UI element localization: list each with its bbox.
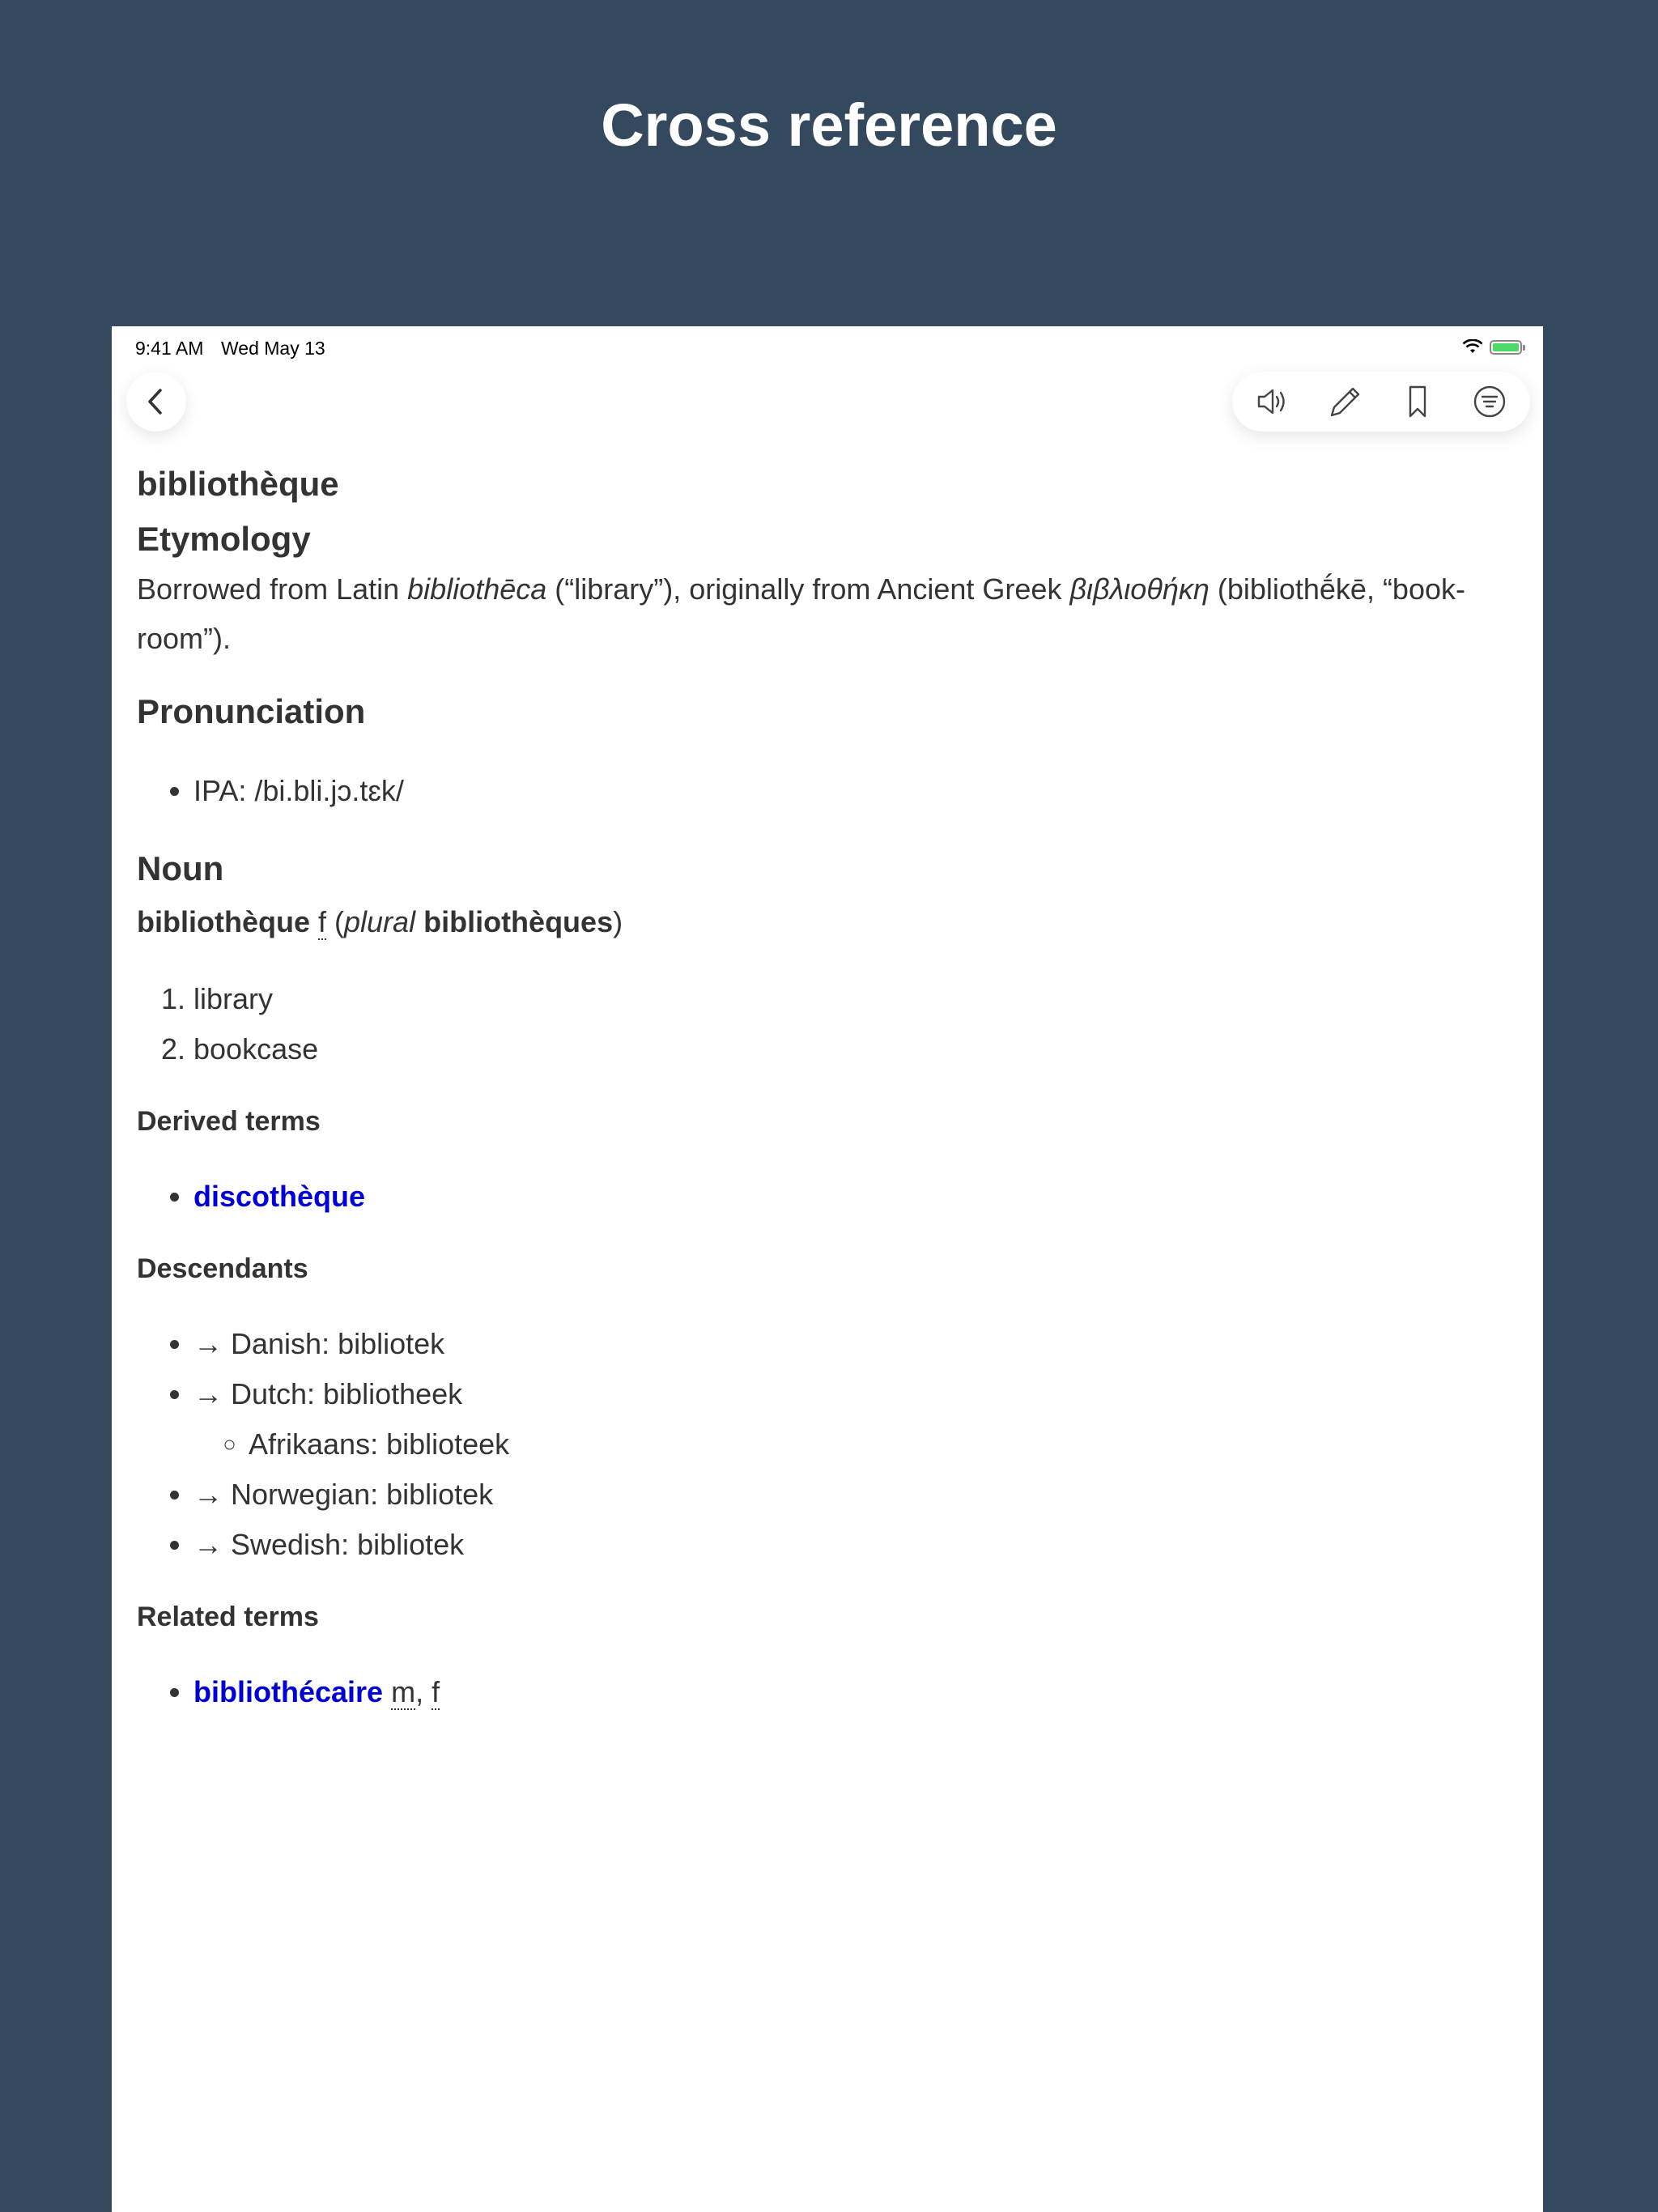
speaker-icon: [1256, 385, 1291, 418]
list-item: • → Dutch: bibliotheek ◦ Afrikaans: biblioteek: [193, 1369, 1513, 1470]
promo-title: Cross reference: [601, 91, 1057, 159]
derived-term-link[interactable]: discothèque: [193, 1180, 366, 1213]
list-item: • → Danish: bibliotek: [193, 1319, 1513, 1369]
derived-terms-list: [137, 1172, 1513, 1222]
related-terms-heading: Related terms: [137, 1602, 319, 1632]
descendants-heading: Descendants: [137, 1253, 308, 1284]
noun-heading: Noun: [137, 849, 224, 887]
list-item: 1. library: [193, 974, 1513, 1024]
entry-headword: bibliothèque: [137, 465, 339, 503]
menu-button[interactable]: [1467, 379, 1512, 424]
speaker-button[interactable]: [1251, 379, 1296, 424]
device-screen: [112, 326, 1543, 2212]
list-item: • bibliothécaire m, f: [193, 1667, 1513, 1717]
gender-abbr: m: [391, 1675, 416, 1708]
list-item: • → Norwegian: bibliotek: [193, 1470, 1513, 1520]
pencil-icon: [1328, 384, 1363, 419]
greek-form: βιβλιοθήκη: [1069, 572, 1209, 606]
entry-content: [137, 462, 1513, 1717]
edit-button[interactable]: [1323, 379, 1368, 424]
noun-headline: bibliothèque f (plural bibliothèques): [137, 905, 623, 938]
status-time: 9:41 AM: [135, 338, 204, 359]
chevron-left-icon: [144, 388, 168, 415]
list-item: ◦ Afrikaans: biblioteek: [249, 1419, 1513, 1470]
descendants-list: [137, 1319, 1513, 1570]
senses-list: [137, 974, 1513, 1074]
related-term-link[interactable]: bibliothécaire: [193, 1675, 384, 1708]
wifi-icon: [1462, 339, 1483, 355]
bookmark-icon: [1405, 384, 1431, 419]
gender-abbr: f: [318, 905, 327, 938]
latin-form: bibliothēca: [407, 572, 547, 606]
list-item: • IPA: /bi.bli.jɔ.tɛk/: [193, 766, 1513, 816]
status-date: Wed May 13: [221, 338, 325, 359]
list-item: [193, 1172, 1513, 1222]
list-item: • → Swedish: bibliotek: [193, 1520, 1513, 1570]
status-bar: [112, 326, 1543, 372]
gender-abbr: f: [432, 1675, 440, 1708]
derived-terms-heading: Derived terms: [137, 1106, 321, 1137]
etymology-text: Borrowed from Latin bibliothēca (“library”), originally from Ancient Greek βιβλιοθήκη (bibliothḗkē, “book-room”).: [137, 572, 1465, 655]
list-item: 2. bookcase: [193, 1024, 1513, 1074]
pronunciation-heading: Pronunciation: [137, 692, 366, 730]
menu-icon: [1472, 384, 1507, 419]
battery-icon: [1490, 340, 1522, 355]
bookmark-button[interactable]: [1395, 379, 1440, 424]
nested-list: [193, 1419, 1513, 1470]
etymology-heading: Etymology: [137, 520, 311, 558]
related-terms-list: [137, 1667, 1513, 1717]
toolbar: [1232, 372, 1530, 432]
back-button[interactable]: [126, 372, 186, 432]
status-indicators: [1462, 339, 1522, 355]
pronunciation-list: [137, 766, 1513, 816]
